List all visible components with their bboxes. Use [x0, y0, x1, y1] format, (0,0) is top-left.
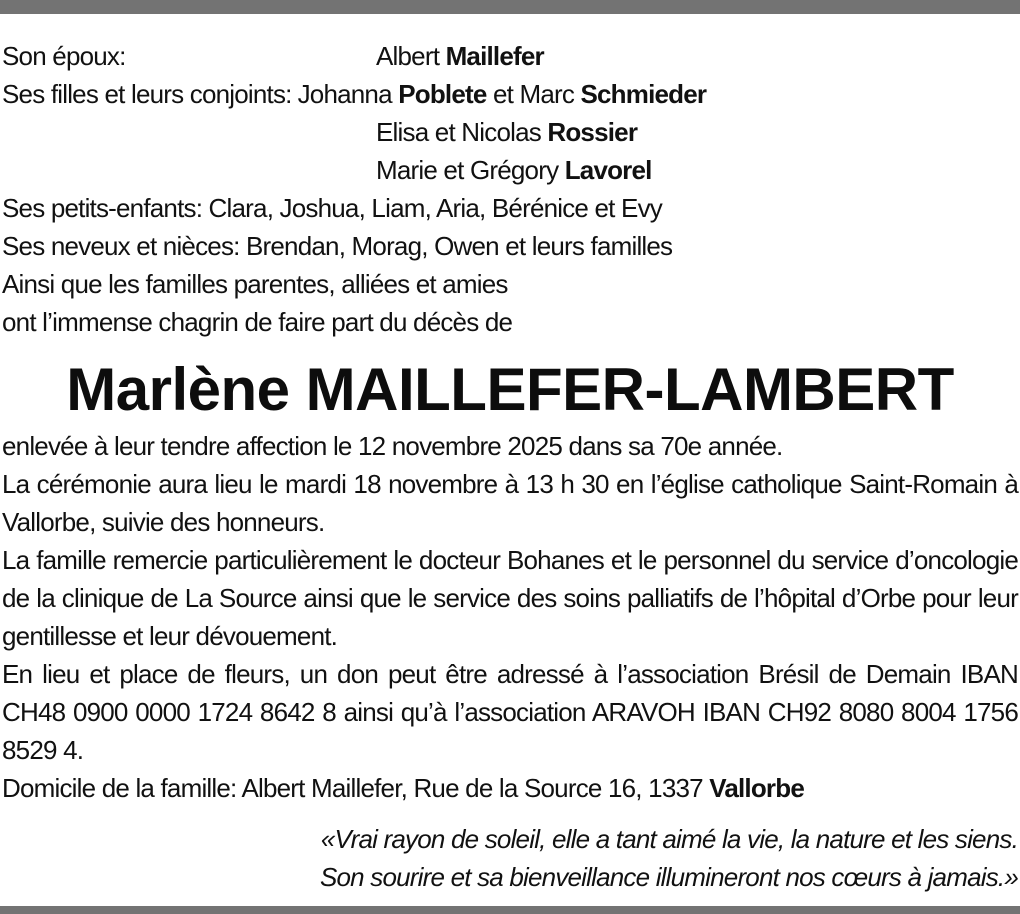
- spouse-row: [2, 37, 1018, 75]
- daughter2-row: [2, 113, 1018, 151]
- domicile-city: Vallorbe: [709, 773, 804, 803]
- quote-line-1: «Vrai rayon de soleil, elle a tant aimé la vie, la nature et les siens.: [320, 824, 1018, 854]
- notice-body: [2, 427, 1018, 807]
- closing-quote: [320, 820, 1018, 896]
- daughter2-first: Elisa et Nicolas: [376, 117, 541, 147]
- announcement-row: ont l’immense chagrin de faire part du décès de: [2, 307, 513, 337]
- donation-paragraph: En lieu et place de fleurs, un don peut être adressé à l’association Brésil de Demain IBAN CH48 0900 0000 1724 8642 8 ainsi qu’à l’association ARAVOH IBAN CH92 8080 8004 1756 8529 4.: [2, 659, 1018, 765]
- daughter1-join: et Marc: [492, 79, 575, 109]
- bottom-rule: [0, 906, 1020, 914]
- relatives-row: Ainsi que les familles parentes, alliées et amies: [2, 269, 508, 299]
- thanks-paragraph: La famille remercie particulièrement le docteur Bohanes et le personnel du service d’oncologie de la clinique de La Source ainsi que le service des soins palliatifs de l’hôpital d’Orbe pour leur gentillesse et leur dévouement.: [2, 545, 1018, 651]
- quote-line-2: Son sourire et sa bienveillance illumineront nos cœurs à jamais.»: [319, 862, 1018, 892]
- deceased-name: Marlène MAILLEFER-LAMBERT: [66, 356, 954, 423]
- daughter3-last: Lavorel: [564, 155, 652, 185]
- daughters-row: [2, 75, 1018, 113]
- daughter1-first: Johanna: [297, 79, 392, 109]
- daughter1-spouse-last: Schmieder: [580, 79, 707, 109]
- family-list: [2, 37, 1018, 341]
- daughters-label: Ses filles et leurs conjoints:: [2, 79, 292, 109]
- domicile-text: Domicile de la famille: Albert Maillefer, Rue de la Source 16, 1337: [2, 773, 703, 803]
- death-line: enlevée à leur tendre affection le 12 novembre 2025 dans sa 70e année.: [2, 431, 783, 461]
- domicile-line: [2, 769, 1018, 807]
- spouse-last: Maillefer: [445, 41, 544, 71]
- daughter1-last: Poblete: [398, 79, 487, 109]
- daughter3-row: [2, 151, 1018, 189]
- top-rule: [0, 0, 1020, 14]
- daughter2-last: Rossier: [547, 117, 638, 147]
- ceremony-paragraph: La cérémonie aura lieu le mardi 18 novembre à 13 h 30 en l’église catholique Saint-Romain à Vallorbe, suivie des honneurs.: [2, 469, 1018, 537]
- grandchildren-row: Ses petits-enfants: Clara, Joshua, Liam, Aria, Bérénice et Evy: [2, 193, 662, 223]
- daughter3-first: Marie et Grégory: [376, 155, 559, 185]
- nephews-row: Ses neveux et nièces: Brendan, Morag, Owen et leurs familles: [2, 231, 673, 261]
- spouse-label: Son époux:: [2, 41, 126, 71]
- spouse-first: Albert: [376, 41, 440, 71]
